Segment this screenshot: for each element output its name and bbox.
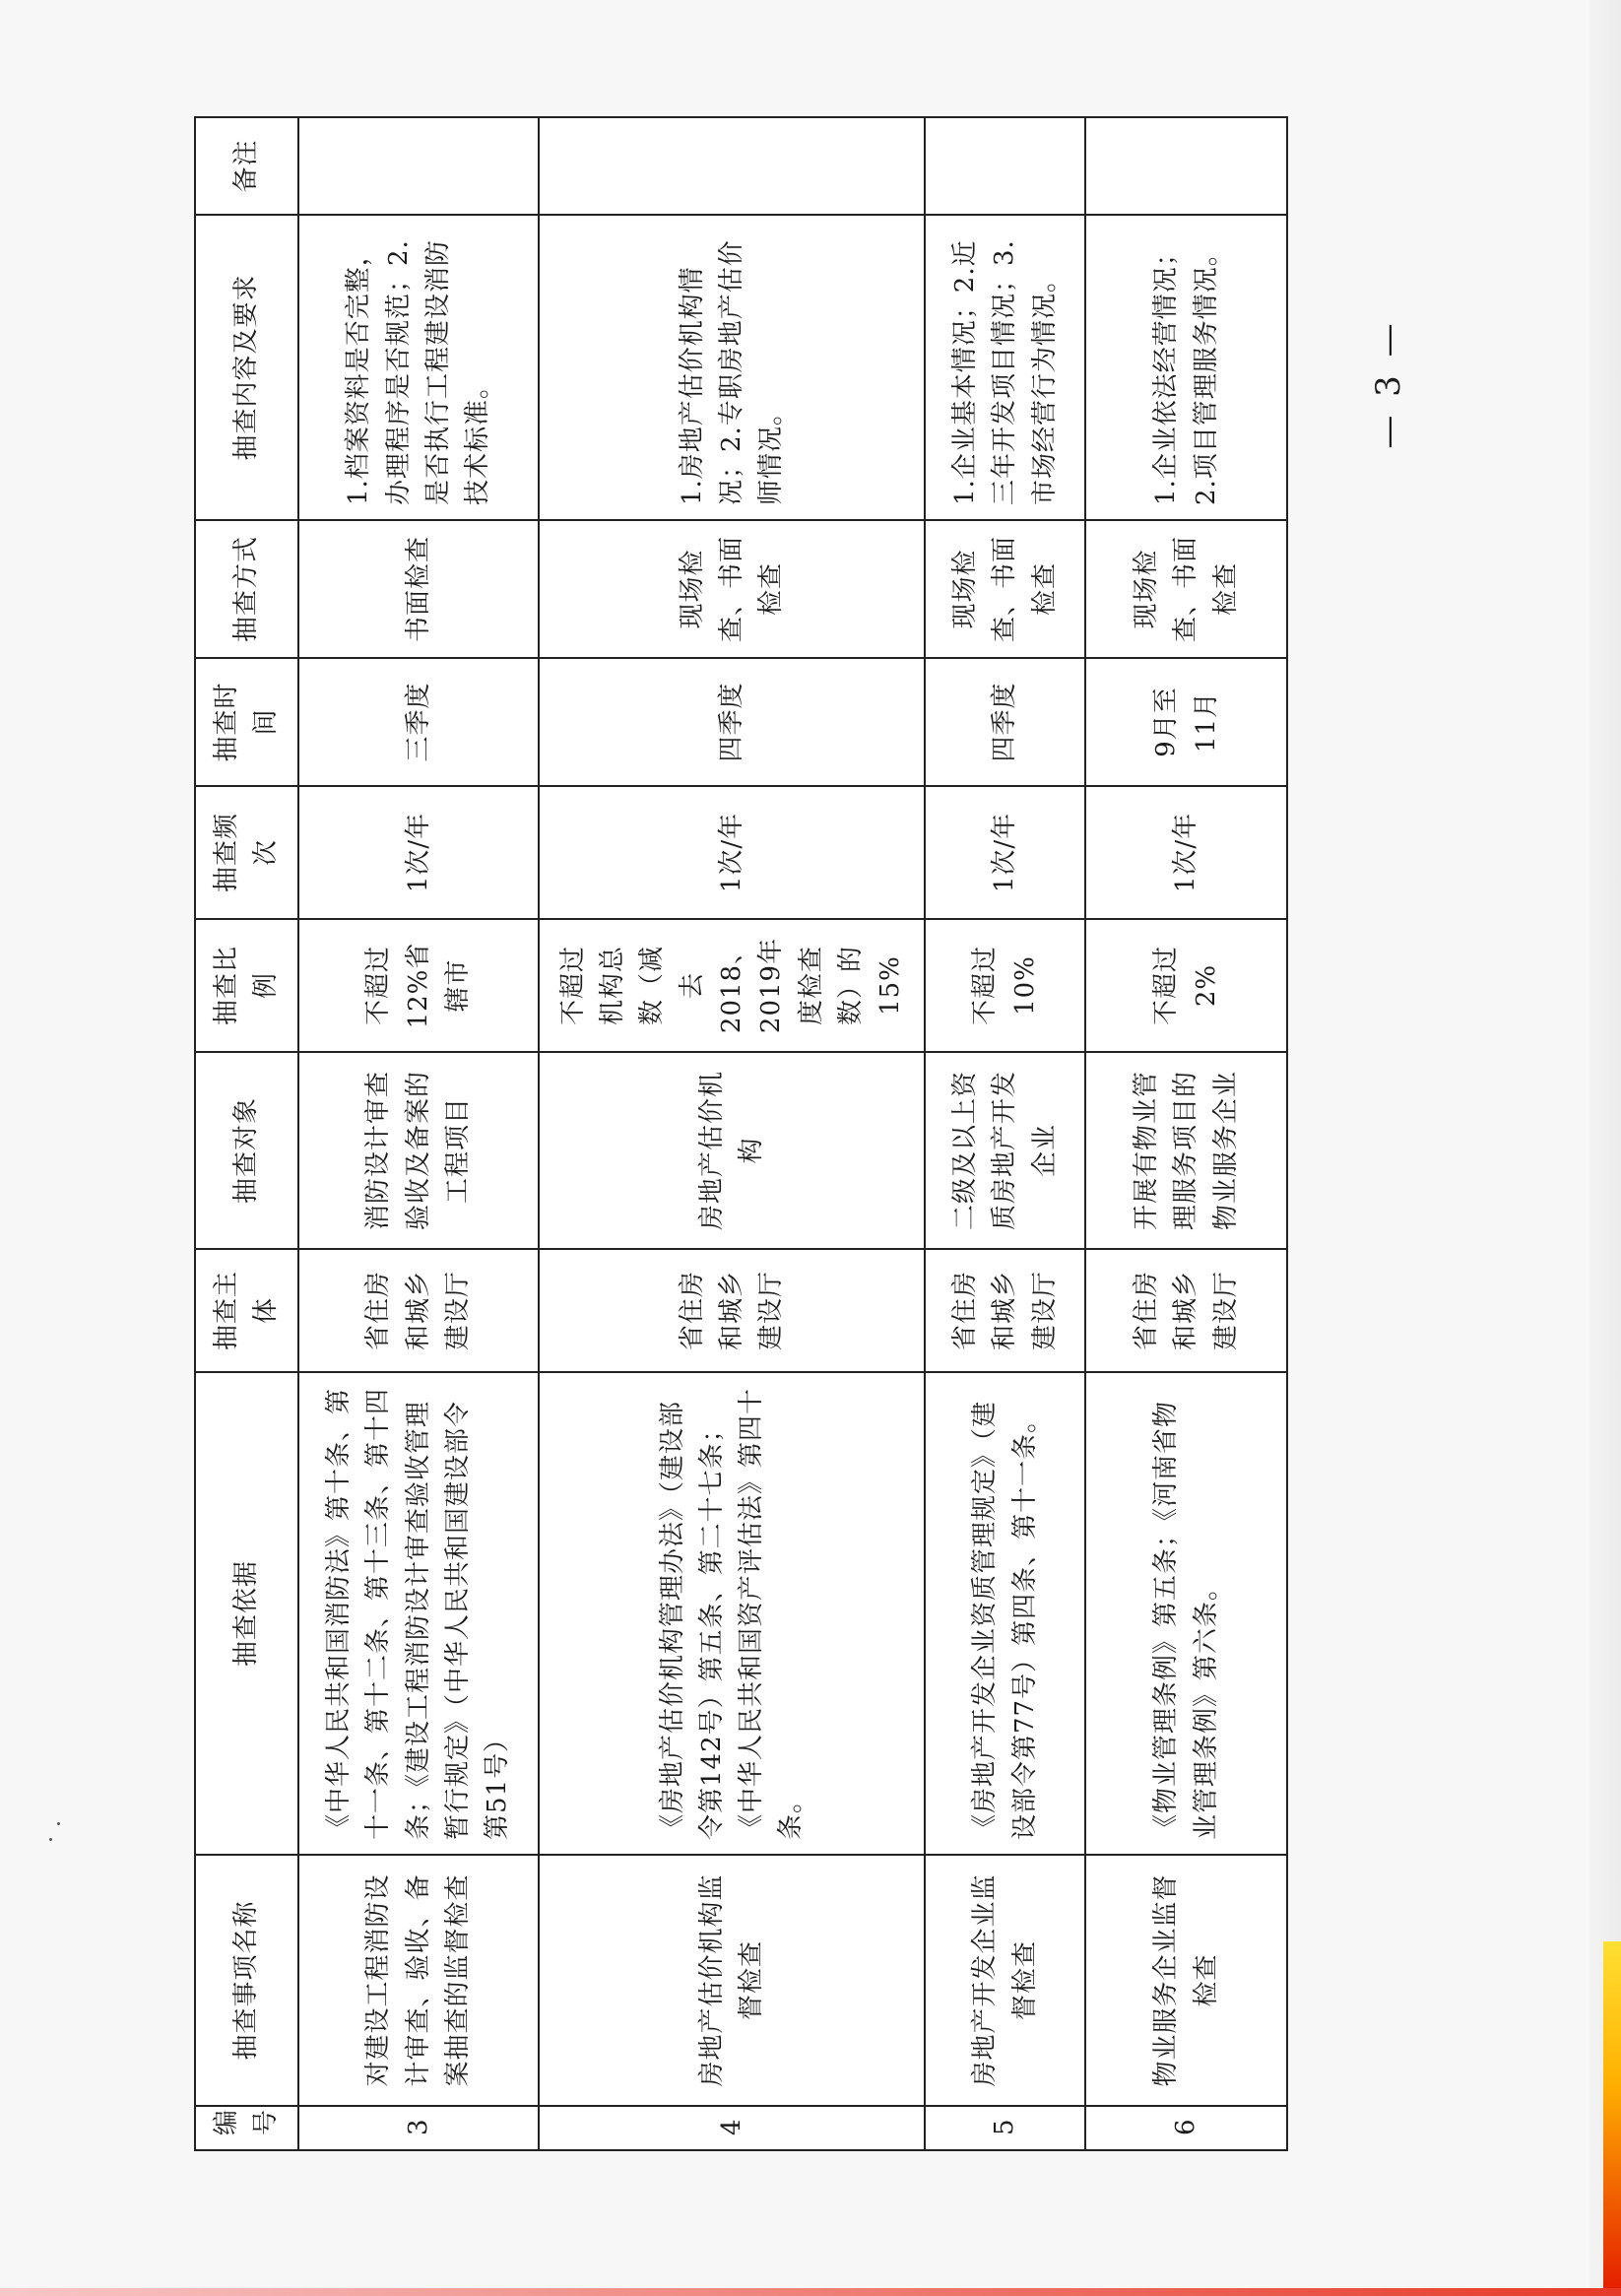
cell-remark xyxy=(298,117,540,215)
cell-remark xyxy=(1085,117,1287,215)
cell-ratio: 不超过2% xyxy=(1085,919,1287,1052)
cell-time: 9月至11月 xyxy=(1085,658,1287,786)
cell-frequency: 1次/年 xyxy=(925,786,1085,919)
header-time: 抽查时间 xyxy=(195,658,298,786)
cell-name: 房地产开发企业监督检查 xyxy=(925,1855,1085,2106)
cell-method: 现场检查、书面检查 xyxy=(925,520,1085,658)
header-row xyxy=(195,117,298,2150)
cell-ratio: 不超过10% xyxy=(925,919,1085,1052)
cell-time: 四季度 xyxy=(925,658,1085,786)
header-frequency: 抽查频次 xyxy=(195,786,298,919)
cell-num: 3 xyxy=(298,2106,540,2150)
cell-name: 物业服务企业监督检查 xyxy=(1085,1855,1287,2106)
cell-remark xyxy=(925,117,1085,215)
edge-color-mark xyxy=(1603,1941,1621,2296)
cell-subject: 省住房和城乡建设厅 xyxy=(298,1249,540,1372)
cell-time: 三季度 xyxy=(298,658,540,786)
cell-frequency: 1次/年 xyxy=(1085,786,1287,919)
cell-basis: 《中华人民共和国消防法》第十条、第十一条、第十二条、第十三条、第十四条；《建设工程消防设计审查验收管理暂行规定》（中华人民共和国建设部令第51号） xyxy=(298,1372,540,1855)
cell-name: 对建设工程消防设计审查、验收、备案抽查的监督检查 xyxy=(298,1855,540,2106)
header-num: 编号 xyxy=(195,2106,298,2150)
rotated-table-container xyxy=(194,118,1288,2151)
table-row xyxy=(298,117,540,2150)
cell-object: 开展有物业管理服务项目的物业服务企业 xyxy=(1085,1052,1287,1249)
bottom-color-mark xyxy=(0,2288,1621,2296)
cell-num: 4 xyxy=(539,2106,925,2150)
header-method: 抽查方式 xyxy=(195,520,298,658)
cell-content: 1.企业依法经营情况；2.项目管理服务情况。 xyxy=(1085,215,1287,520)
cell-subject: 省住房和城乡建设厅 xyxy=(925,1249,1085,1372)
header-ratio: 抽查比例 xyxy=(195,919,298,1052)
table-row xyxy=(925,117,1085,2150)
cell-object: 二级及以上资质房地产开发企业 xyxy=(925,1052,1085,1249)
header-object: 抽查对象 xyxy=(195,1052,298,1249)
cell-basis: 《物业管理条例》第五条；《河南省物业管理条例》第六条。 xyxy=(1085,1372,1287,1855)
cell-ratio: 不超过12%省辖市 xyxy=(298,919,540,1052)
cell-basis: 《房地产开发企业资质管理规定》（建设部令第77号）第四条、第十一条。 xyxy=(925,1372,1085,1855)
cell-method: 现场检查、书面检查 xyxy=(1085,520,1287,658)
cell-frequency: 1次/年 xyxy=(298,786,540,919)
cell-object: 房地产估价机构 xyxy=(539,1052,925,1249)
cell-content: 1.档案资料是否完整，办理程序是否规范；2.是否执行工程建设消防技术标准。 xyxy=(298,215,540,520)
page-number-container xyxy=(1359,315,1418,453)
header-content: 抽查内容及要求 xyxy=(195,215,298,520)
cell-subject: 省住房和城乡建设厅 xyxy=(539,1249,925,1372)
cell-content: 1.企业基本情况；2.近三年开发项目情况；3.市场经营行为情况。 xyxy=(925,215,1085,520)
cell-time: 四季度 xyxy=(539,658,925,786)
page-number: — 3 — xyxy=(1369,319,1408,449)
header-basis: 抽查依据 xyxy=(195,1372,298,1855)
cell-basis: 《房地产估价机构管理办法》（建设部令第142号）第五条、第二十七条；《中华人民共和国资产评估法》第四十条。 xyxy=(539,1372,925,1855)
cell-frequency: 1次/年 xyxy=(539,786,925,919)
header-remark: 备注 xyxy=(195,117,298,215)
inspection-table xyxy=(194,116,1288,2151)
cell-content: 1.房地产估价机构情况；2.专职房地产估价师情况。 xyxy=(539,215,925,520)
cell-ratio: 不超过机构总数（减去2018、2019年度检查数）的15% xyxy=(539,919,925,1052)
table-row xyxy=(539,117,925,2150)
cell-remark xyxy=(539,117,925,215)
table-row xyxy=(1085,117,1287,2150)
header-name: 抽查事项名称 xyxy=(195,1855,298,2106)
cell-method: 书面检查 xyxy=(298,520,540,658)
cell-method: 现场检查、书面检查 xyxy=(539,520,925,658)
header-subject: 抽查主体 xyxy=(195,1249,298,1372)
cell-name: 房地产估价机构监督检查 xyxy=(539,1855,925,2106)
cell-object: 消防设计审查验收及备案的工程项目 xyxy=(298,1052,540,1249)
cell-num: 5 xyxy=(925,2106,1085,2150)
cell-subject: 省住房和城乡建设厅 xyxy=(1085,1249,1287,1372)
cell-num: 6 xyxy=(1085,2106,1287,2150)
scan-speck xyxy=(49,1838,52,1841)
scan-speck xyxy=(57,1822,60,1825)
